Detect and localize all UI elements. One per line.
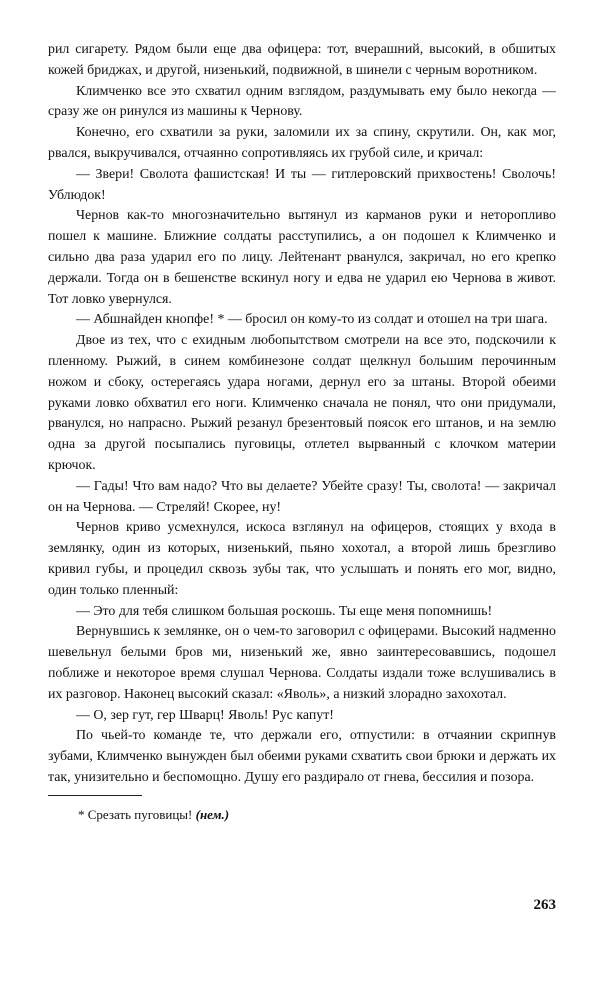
- paragraph: — Гады! Что вам надо? Что вы делаете? Убейте сразу! Ты, сволота! — закричал он на Чернова. — Стреляй! Скорее, ну!: [48, 478, 556, 515]
- paragraph: — Это для тебя слишком большая роскошь. Ты еще меня попомнишь!: [76, 603, 493, 619]
- paragraph: — Абшнайден кнопфе! * — бросил он кому-то из солдат и отошел на три шага.: [76, 312, 548, 328]
- paragraph: Климченко все это схватил одним взглядом, раздумывать ему было некогда — сразу же он ринулся из машины к Чернову.: [48, 83, 556, 120]
- paragraph: Двое из тех, что с ехидным любопытством смотрели на все это, подскочили к пленному. Рыжий, в синем комбинезоне солдат щелкнул большим перочинным ножом и сбоку, остерегаясь удара ногами, дернул его за штаны. Второй обеими руками ловко обхватил его ноги. Климченко сначала не понял, что они придумали, рванулся, но напрасно. Рыжий резанул брезентовый поясок его штанов, и на землю одна за другой посыпались пуговицы, отлетел вырванный с клочком материи крючок.: [48, 333, 556, 473]
- paragraph: — Звери! Сволота фашистская! И ты — гитлеровский прихвостень! Сволочь! Ублюдок!: [48, 166, 556, 203]
- paragraph: По чьей-то команде те, что держали его, отпустили: в отчаянии скрипнув зубами, Климченко вынужден был обеими руками схватить свои брюки и держать их так, унизительно и беспомощно. Душу его раздирало от гнева, бессилия и позора.: [48, 728, 556, 785]
- paragraph: Чернов криво усмехнулся, искоса взглянул на офицеров, стоящих у входа в землянку, один из которых, низенький, пьяно хохотал, а второй лишь брезгливо кривил губы, и процедил сквозь зубы так, что услышать и понять его мог, видно, один только пленный:: [48, 520, 556, 598]
- footnote-marker: *: [78, 806, 85, 822]
- paragraph: рил сигарету. Рядом были еще два офицера: тот, вчерашний, высокий, в обшитых кожей бриджах, и другой, низенький, подвижной, в шинели с черным воротником.: [48, 42, 556, 78]
- footnote-divider: [48, 795, 142, 796]
- footnote: [48, 806, 556, 824]
- page-number: 263: [533, 897, 556, 913]
- paragraph: — О, зер гут, гер Шварц! Яволь! Рус капут!: [76, 707, 334, 723]
- footnote-language-note: (нем.): [195, 806, 230, 822]
- footnote-text: Срезать пуговицы!: [87, 806, 193, 822]
- paragraph: Чернов как-то многозначительно вытянул из карманов руки и неторопливо пошел к машине. Ближние солдаты расступились, а он подошел к Климченко и сильно два раза ударил его по лицу. Лейтенант рванулся, закричал, но его крепко держали. Тогда он в бешенстве вскинул ногу и едва не ударил ею Чернова в живот. Тот ловко увернулся.: [48, 208, 556, 307]
- body-text: [48, 40, 556, 789]
- paragraph: Вернувшись к землянке, он о чем-то заговорил с офицерами. Высокий надменно шевельнул белыми бров ми, низенький же, явно заинтересовавшись, подошел поближе и некоторое время слушал Чернова. Солдаты издали тоже вслушивались в их разговор. Наконец высокий сказал: «Яволь», а низкий злорадно захохотал.: [48, 624, 556, 702]
- paragraph: Конечно, его схватили за руки, заломили их за спину, скрутили. Он, как мог, рвался, выкручивался, отчаянно сопротивляясь их грубой силе, и кричал:: [48, 125, 556, 161]
